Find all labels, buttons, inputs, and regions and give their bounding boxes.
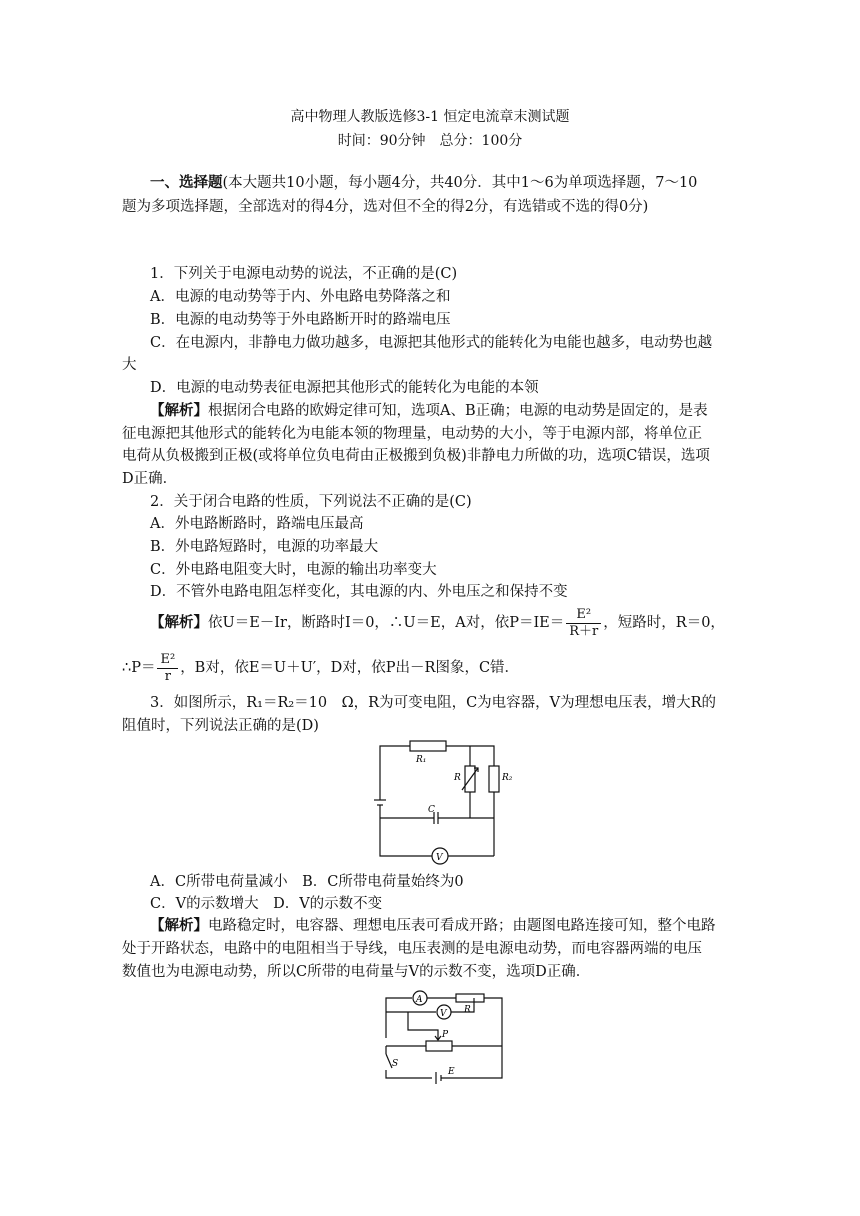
q1-stem: 1．下列关于电源电动势的说法，不正确的是(C) — [150, 266, 458, 282]
q3-analysis-line1 — [150, 916, 716, 936]
label-c: C — [428, 805, 435, 815]
q2-analysis-line2 — [122, 648, 519, 688]
label-a: A — [416, 995, 423, 1005]
label-v: V — [440, 1009, 447, 1019]
q1-option-c: C．在电源内，非静电力做功越多，电源把其他形式的能转化为电能也越多，电动势也越 — [150, 335, 713, 351]
q1-option-d: D．电源的电动势表征电源把其他形式的能转化为电能的本领 — [150, 380, 539, 396]
q1-analysis-line3: 电荷从负极搬到正极(或将单位负电荷由正极搬到负极)非静电力所做的功，选项C错误，选项 — [122, 448, 710, 464]
section-intro-text: (本大题共10小题，每小题4分，共40分．其中1～6为单项选择题，7～10 — [222, 175, 698, 191]
q1-option-c-cont: 大 — [122, 357, 137, 373]
q3-stem-line1: 3．如图所示，R₁＝R₂＝10 Ω，R为可变电阻，C为电容器，V为理想电压表，增大R的 — [150, 695, 717, 711]
q1-option-b: B．电源的电动势等于外电路断开时的路端电压 — [150, 312, 451, 328]
label-r: R — [464, 1005, 471, 1015]
q3-options-line1: A．C所带电荷量减小 B．C所带电荷量始终为0 — [150, 874, 464, 890]
q3-options-line2: C．V的示数增大 D．V的示数不变 — [150, 896, 383, 912]
q2-option-d: D．不管外电路电阻怎样变化，其电源的内、外电压之和保持不变 — [150, 584, 568, 600]
section-intro-line2: 题为多项选择题，全部选对的得4分，选对但不全的得2分，有选错或不选的得0分) — [122, 199, 649, 215]
q3-analysis-line3: 数值也为电源电动势，所以C所带的电荷量与V的示数不变，选项D正确． — [122, 964, 591, 980]
fraction-e2-over-r-plus-r — [566, 607, 601, 640]
resistor-r — [456, 994, 484, 1002]
rheostat — [426, 1041, 452, 1051]
q3-analysis-label: 【解析】 — [150, 917, 208, 934]
q2-analysis-label: 【解析】 — [150, 614, 208, 631]
label-r2: R₂ — [502, 773, 513, 783]
resistor-r1 — [410, 741, 446, 751]
label-e: E — [448, 1067, 455, 1077]
label-s: S — [392, 1059, 399, 1069]
q2-analysis-text-d: ，B对，依E＝U＋U′，D对，依P出－R图象，C错． — [180, 660, 520, 676]
q1-analysis-text: 根据闭合电路的欧姆定律可知，选项A、B正确；电源的电动势是固定的，是表 — [208, 403, 708, 419]
fraction-numerator: E² — [157, 652, 178, 669]
circuit-diagram-1 — [370, 738, 513, 863]
q2-analysis-line1 — [150, 603, 725, 643]
q3-analysis-line2: 处于开路状态，电路中的电阻相当于导线，电压表测的是电源电动势，而电容器两端的电压 — [122, 941, 702, 957]
label-r: R — [454, 773, 461, 783]
fraction-e2-over-r — [157, 652, 178, 685]
exam-meta: 时间：90分钟 总分：100分 — [337, 133, 523, 149]
label-r1: R₁ — [416, 755, 427, 765]
q2-option-b: B．外电路短路时，电源的功率最大 — [150, 539, 379, 555]
q2-option-a: A．外电路断路时，路端电压最高 — [150, 516, 364, 532]
q3-stem-line2: 阻值时，下列说法正确的是(D) — [122, 718, 319, 734]
q1-analysis-line1 — [150, 401, 708, 421]
q2-analysis-text-a: 依U＝E－Ir，断路时I＝0，∴U＝E，A对，依P＝IE＝ — [208, 615, 565, 631]
q1-analysis-line4: D正确． — [122, 471, 178, 487]
fraction-denominator: r — [164, 668, 171, 684]
label-p: P — [442, 1030, 449, 1040]
section-heading: 一、选择题 — [150, 174, 223, 191]
circuit-diagram-2 — [378, 990, 510, 1084]
section-intro-line1 — [150, 173, 697, 193]
fraction-denominator: R＋r — [569, 623, 599, 639]
q1-option-a: A．电源的电动势等于内、外电路电势降落之和 — [150, 289, 451, 305]
q2-analysis-text-c: ∴P＝ — [122, 660, 156, 676]
q3-analysis-text: 电路稳定时，电容器、理想电压表可看成开路；由题图电路连接可知，整个电路 — [208, 918, 716, 934]
q2-analysis-text-b: ，短路时，R＝0， — [603, 615, 725, 631]
label-v: V — [436, 853, 443, 863]
q2-stem: 2．关于闭合电路的性质，下列说法不正确的是(C) — [150, 494, 472, 510]
page-title: 高中物理人教版选修3-1 恒定电流章末测试题 — [290, 109, 570, 125]
q1-analysis-line2: 征电源把其他形式的能转化为电能本领的物理量，电动势的大小，等于电源内部，将单位正 — [122, 426, 702, 442]
resistor-r2 — [489, 766, 499, 792]
q2-option-c: C．外电路电阻变大时，电源的输出功率变大 — [150, 562, 437, 578]
q1-analysis-label: 【解析】 — [150, 402, 208, 419]
fraction-numerator: E² — [566, 607, 601, 624]
